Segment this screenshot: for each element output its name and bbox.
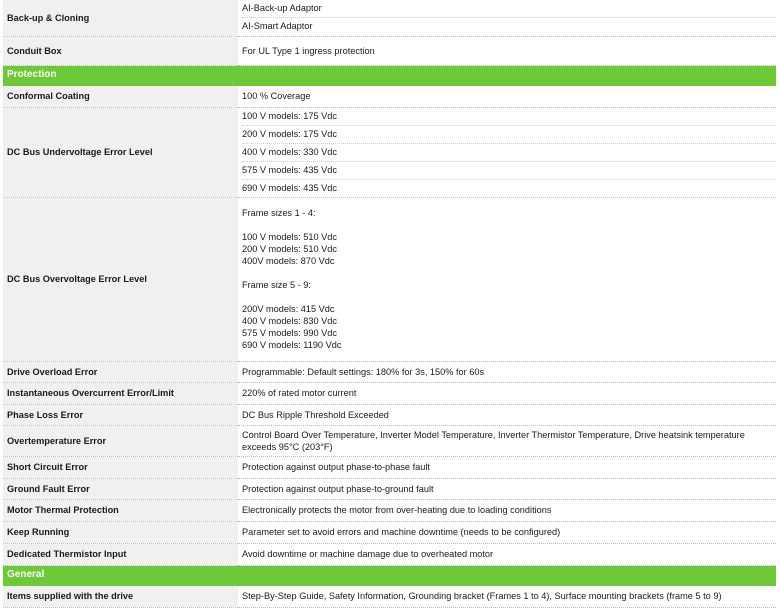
row-label: DC Bus Overvoltage Error Level: [3, 197, 238, 361]
value-line: 575 V models: 990 Vdc: [242, 328, 337, 338]
row-backup: [3, 0, 776, 36]
spec-table: [3, 0, 776, 608]
row-drive-overload: [3, 361, 776, 382]
row-label: Phase Loss Error: [3, 404, 238, 425]
value-line: [242, 219, 776, 231]
row-label: Short Circuit Error: [3, 456, 238, 478]
row-ground-fault: [3, 478, 776, 499]
row-value: 220% of rated motor current: [238, 382, 776, 404]
value-line: Frame size 5 - 9:: [242, 280, 311, 290]
value-line: AI-Smart Adaptor: [242, 21, 313, 32]
row-value: Protection against output phase-to-phase fault: [238, 456, 776, 478]
row-value: Electronically protects the motor from over-heating due to loading conditions: [238, 499, 776, 521]
section-header-general: [3, 565, 776, 585]
value-line: 200 V models: 510 Vdc: [242, 244, 337, 254]
value-line: 200V models: 415 Vdc: [242, 304, 335, 314]
value-line: 575 V models: 435 Vdc: [242, 162, 776, 180]
row-label: Overtemperature Error: [3, 425, 238, 456]
row-label: Motor Thermal Protection: [3, 499, 238, 521]
value-line: 400V models: 870 Vdc: [242, 256, 335, 266]
value-line: 690 V models: 435 Vdc: [242, 182, 337, 193]
row-value: 100 % Coverage: [238, 85, 776, 107]
value-line: [242, 291, 776, 303]
section-title: Protection: [3, 65, 776, 85]
row-label: Conduit Box: [3, 36, 238, 65]
row-conformal: [3, 85, 776, 107]
row-undervoltage: [3, 107, 776, 197]
row-label: DC Bus Undervoltage Error Level: [3, 107, 238, 197]
row-motor-thermal: [3, 499, 776, 521]
row-overcurrent: [3, 382, 776, 404]
row-value: Parameter set to avoid errors and machine downtime (needs to be configured): [238, 521, 776, 543]
row-value: Step-By-Step Guide, Safety Information, Grounding bracket (Frames 1 to 4), Surface mounting brackets (frame 5 to 9): [238, 585, 776, 607]
value-line: 400 V models: 830 Vdc: [242, 316, 337, 326]
row-value: Control Board Over Temperature, Inverter Model Temperature, Inverter Thermistor Temperature, Drive heatsink temperature exceeds 95°C (203°F): [238, 425, 776, 456]
value-line: Frame sizes 1 - 4:: [242, 208, 316, 218]
row-conduit: [3, 36, 776, 65]
row-value: For UL Type 1 ingress protection: [238, 36, 776, 65]
row-label: Conformal Coating: [3, 85, 238, 107]
value-line: 200 V models: 175 Vdc: [242, 126, 776, 144]
value-line: 690 V models: 1190 Vdc: [242, 340, 342, 350]
row-keep-running: [3, 521, 776, 543]
row-short-circuit: [3, 456, 776, 478]
row-label: Back-up & Cloning: [3, 0, 238, 36]
row-overvoltage: [3, 197, 776, 361]
row-value: [238, 0, 776, 36]
row-phase-loss: [3, 404, 776, 425]
row-label: Instantaneous Overcurrent Error/Limit: [3, 382, 238, 404]
row-label: Drive Overload Error: [3, 361, 238, 382]
value-line: 100 V models: 175 Vdc: [242, 108, 776, 126]
row-value: Avoid downtime or machine damage due to overheated motor: [238, 543, 776, 565]
row-value: [238, 197, 776, 361]
row-overtemp: [3, 425, 776, 456]
value-line: [242, 267, 776, 279]
value-line: AI-Back-up Adaptor: [242, 0, 776, 18]
row-value: DC Bus Ripple Threshold Exceeded: [238, 404, 776, 425]
row-value: Protection against output phase-to-ground fault: [238, 478, 776, 499]
row-label: Keep Running: [3, 521, 238, 543]
value-line: 400 V models: 330 Vdc: [242, 144, 776, 162]
row-label: Dedicated Thermistor Input: [3, 543, 238, 565]
row-label: Ground Fault Error: [3, 478, 238, 499]
section-title: General: [3, 565, 776, 585]
row-value: [238, 107, 776, 197]
row-label: Items supplied with the drive: [3, 585, 238, 607]
value-line: 100 V models: 510 Vdc: [242, 232, 337, 242]
row-value: Programmable: Default settings: 180% for 3s, 150% for 60s: [238, 361, 776, 382]
section-header-protection: [3, 65, 776, 85]
row-thermistor: [3, 543, 776, 565]
